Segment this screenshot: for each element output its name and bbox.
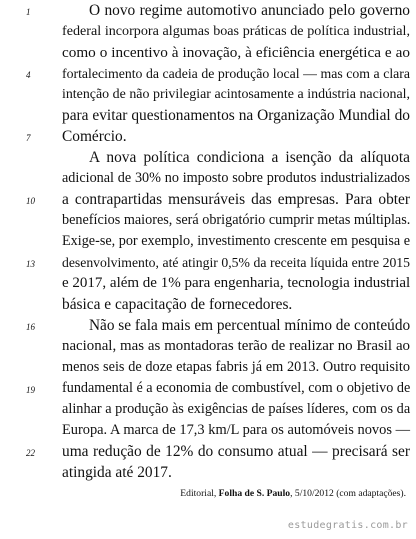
line-number: 4 xyxy=(26,70,31,80)
text-line: federal incorpora algumas boas práticas de política industrial, xyxy=(62,23,410,39)
source-citation xyxy=(180,488,406,499)
line-number: 22 xyxy=(26,448,35,458)
text-line: O novo regime automotivo anunciado pelo governo xyxy=(89,2,410,19)
text-line: Europa. A marca de 17,3 km/L para os automóveis novos — xyxy=(62,422,410,438)
text-line: uma redução de 12% do consumo atual — precisará ser xyxy=(62,443,410,460)
text-line: como o incentivo à inovação, à eficiência energética e ao xyxy=(62,44,410,61)
text-line: Exige-se, por exemplo, investimento crescente em pesquisa e xyxy=(62,233,410,249)
text-line: a contrapartidas mensuráveis das empresas. Para obter xyxy=(62,191,410,208)
text-line: intenção de não privilegiar acintosamente a indústria nacional, xyxy=(62,87,410,102)
text-line: básica e capacitação de fornecedores. xyxy=(62,296,293,313)
line-number: 7 xyxy=(26,133,31,143)
text-line: benefícios maiores, será obrigatório cumprir metas múltiplas. xyxy=(62,212,411,228)
line-number: 16 xyxy=(26,322,35,332)
text-line: fortalecimento da cadeia de produção local — mas com a clara xyxy=(62,66,410,81)
text-line: adicional de 30% no imposto sobre produtos industrializados xyxy=(62,170,410,186)
text-line: desenvolvimento, até atingir 0,5% da receita líquida entre 2015 xyxy=(62,255,410,270)
text-line: alinhar a produção às exigências de países líderes, com os da xyxy=(62,401,411,417)
text-line: menos seis de doze etapas fabris já em 2013. Outro requisito xyxy=(62,359,410,375)
line-number: 1 xyxy=(26,7,31,17)
line-number: 19 xyxy=(26,385,35,395)
text-line: para evitar questionamentos na Organização Mundial do xyxy=(62,107,410,124)
text-line: nacional, mas as montadoras terão de realizar no Brasil ao xyxy=(62,338,410,354)
text-line: Não se fala mais em percentual mínimo de conteúdo xyxy=(89,317,411,334)
source-prefix: Editorial, xyxy=(180,488,219,499)
source-publication: Folha de S. Paulo xyxy=(218,488,291,499)
text-line: atingida até 2017. xyxy=(62,464,172,481)
source-suffix: , 5/10/2012 (com adaptações). xyxy=(290,488,406,499)
watermark: estudegratis.com.br xyxy=(287,520,408,531)
line-number: 10 xyxy=(26,196,35,206)
text-line: Comércio. xyxy=(62,128,127,145)
line-number: 13 xyxy=(26,259,35,269)
text-line: e 2017, além de 1% para engenharia, tecnologia industrial xyxy=(62,275,411,291)
text-line: fundamental é a economia de combustível, com o objetivo de xyxy=(62,380,411,396)
text-line: A nova política condiciona a isenção da alíquota xyxy=(89,149,410,166)
